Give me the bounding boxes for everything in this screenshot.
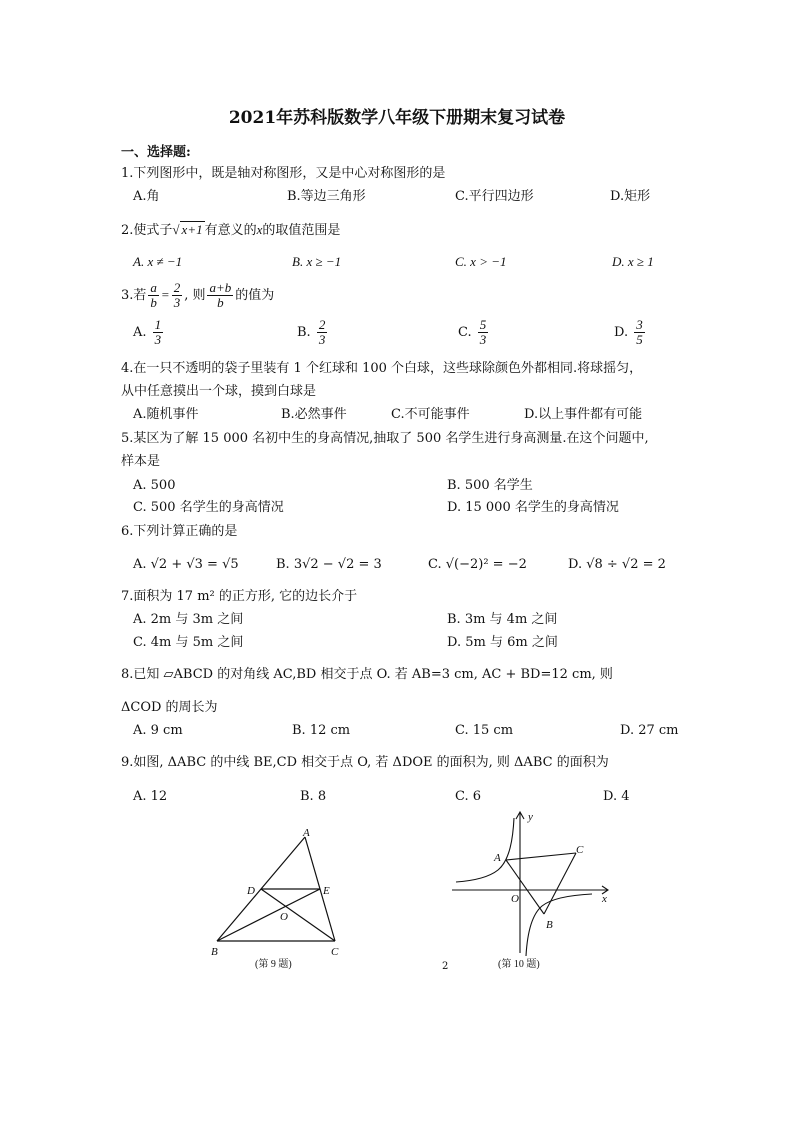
q2-stem: 2.使式子√ x+1 有意义的x的取值范围是 — [121, 222, 341, 238]
q5-option-d: D. 15 000 名学生的身高情况 — [447, 500, 619, 515]
q9-option-a: A. 12 — [133, 789, 168, 804]
q1-option-c: C.平行四边形 — [455, 189, 534, 204]
q2-option-b: B. x ≥ −1 — [292, 254, 342, 269]
q3-eq: = — [160, 287, 170, 302]
q8-line2: ΔCOD 的周长为 — [121, 700, 218, 715]
fig10-segment-cb — [544, 853, 576, 914]
fig9-median-be — [217, 889, 320, 941]
fig9-label-d: D — [247, 885, 255, 897]
q7-option-d: D. 5m 与 6m 之间 — [447, 635, 558, 650]
q5-option-b: B. 500 名学生 — [447, 478, 533, 493]
q3-post: 的值为 — [235, 288, 275, 303]
q4-line2: 从中任意摸出一个球，摸到白球是 — [121, 384, 317, 399]
fig10-segment-ab — [506, 860, 544, 914]
fig9-label-a: A — [303, 827, 310, 839]
fig10-label-o: O — [511, 893, 519, 905]
q1-stem: 1.下列图形中，既是轴对称图形，又是中心对称图形的是 — [121, 166, 446, 181]
figure-10-hyperbola — [452, 808, 622, 973]
q3-stem — [121, 280, 274, 311]
exam-title: 2021年苏科版数学八年级下册期末复习试卷 — [228, 108, 566, 128]
q3-mid: , 则 — [184, 288, 206, 303]
q2-stem-pre: 2.使式子 — [121, 223, 173, 238]
q2-option-c: C. x > −1 — [455, 254, 507, 269]
q5-option-c: C. 500 名学生的身高情况 — [133, 500, 284, 515]
q3-frac-ab: $\frac{a}{b}$ — [150, 280, 157, 310]
q7-stem: 7.面积为 17 m² 的正方形, 它的边长介于 — [121, 589, 358, 604]
q8-option-b: B. 12 cm — [292, 723, 351, 738]
q6-option-c: C. √(−2)² = −2 — [428, 557, 527, 572]
q2-option-a: A. x ≠ −1 — [133, 254, 183, 269]
q2-option-d: D. x ≥ 1 — [612, 254, 654, 269]
q7-option-c: C. 4m 与 5m 之间 — [133, 635, 244, 650]
q4-option-b: B.必然事件 — [281, 407, 347, 422]
q5-option-a: A. 500 — [133, 478, 176, 493]
fig10-caption: (第 10 题) — [498, 959, 540, 970]
q5-line1: 5.某区为了解 15 000 名初中生的身高情况,抽取了 500 名学生进行身高测量.在这个问题中, — [121, 431, 649, 446]
fig9-label-e: E — [323, 885, 330, 897]
fig10-label-a: A — [494, 852, 501, 864]
fig10-label-b: B — [546, 919, 553, 931]
fig10-label-y: y — [528, 811, 533, 823]
q4-option-a: A.随机事件 — [133, 407, 199, 422]
fig9-label-c: C — [331, 946, 339, 958]
stray-mark: 2 — [442, 961, 449, 972]
q9-option-b: B. 8 — [300, 789, 327, 804]
q6-option-b: B. 3√2 − √2 = 3 — [276, 557, 382, 572]
q1-option-a: A.角 — [133, 189, 160, 204]
fig10-label-x: x — [602, 893, 607, 905]
q3-option-c: C. $\frac{5}{3}$ — [458, 317, 487, 347]
fig10-segment-ac — [506, 853, 576, 860]
q5-line2: 样本是 — [121, 454, 161, 469]
fig9-label-b: B — [211, 946, 218, 958]
q8-option-a: A. 9 cm — [133, 723, 183, 738]
q8-option-c: C. 15 cm — [455, 723, 514, 738]
figure-9-triangle — [205, 825, 355, 975]
fig9-label-o: O — [280, 911, 288, 923]
fig10-label-c: C — [576, 844, 584, 856]
q1-option-d: D.矩形 — [610, 189, 651, 204]
q2-stem-post: 有意义的 — [204, 223, 257, 238]
q2-radicand: x+1 — [181, 222, 203, 237]
q3-option-a: A. $\frac{1}{3}$ — [133, 317, 162, 347]
q7-option-b: B. 3m 与 4m 之间 — [447, 612, 558, 627]
q1-option-b: B.等边三角形 — [287, 189, 366, 204]
fig10-curve-upper — [456, 818, 514, 882]
q3-option-b: B. $\frac{2}{3}$ — [297, 317, 326, 347]
q9-option-d: D. 4 — [603, 789, 630, 804]
q4-option-d: D.以上事件都有可能 — [524, 407, 643, 422]
q9-stem: 9.如图, ΔABC 的中线 BE,CD 相交于点 O, 若 ΔDOE 的面积为, 则 ΔABC 的面积为 — [121, 755, 609, 770]
q2-var: x — [256, 222, 263, 237]
q4-option-c: C.不可能事件 — [391, 407, 470, 422]
q9-option-c: C. 6 — [455, 789, 482, 804]
q8-line1: 8.已知 ▱ABCD 的对角线 AC,BD 相交于点 O. 若 AB=3 cm, AC + BD=12 cm, 则 — [121, 667, 613, 682]
q8-option-d: D. 27 cm — [620, 723, 679, 738]
section-heading: 一、选择题: — [121, 145, 191, 160]
q3-pre: 3.若 — [121, 288, 147, 303]
q6-stem: 6.下列计算正确的是 — [121, 524, 238, 539]
q4-line1: 4.在一只不透明的袋子里装有 1 个红球和 100 个白球，这些球除颜色外都相同.将球摇匀， — [121, 361, 643, 376]
q3-frac-23: $\frac{2}{3}$ — [173, 280, 181, 310]
q7-option-a: A. 2m 与 3m 之间 — [133, 612, 244, 627]
q6-option-a: A. √2 + √3 = √5 — [133, 557, 239, 572]
q2-stem-end: 的取值范围是 — [262, 223, 341, 238]
q6-option-d: D. √8 ÷ √2 = 2 — [568, 557, 666, 572]
fig9-caption: (第 9 题) — [255, 959, 292, 970]
q3-option-d: D. $\frac{3}{5}$ — [614, 317, 643, 347]
q3-frac-apb: $\frac{a+b}{b}$ — [209, 280, 232, 310]
